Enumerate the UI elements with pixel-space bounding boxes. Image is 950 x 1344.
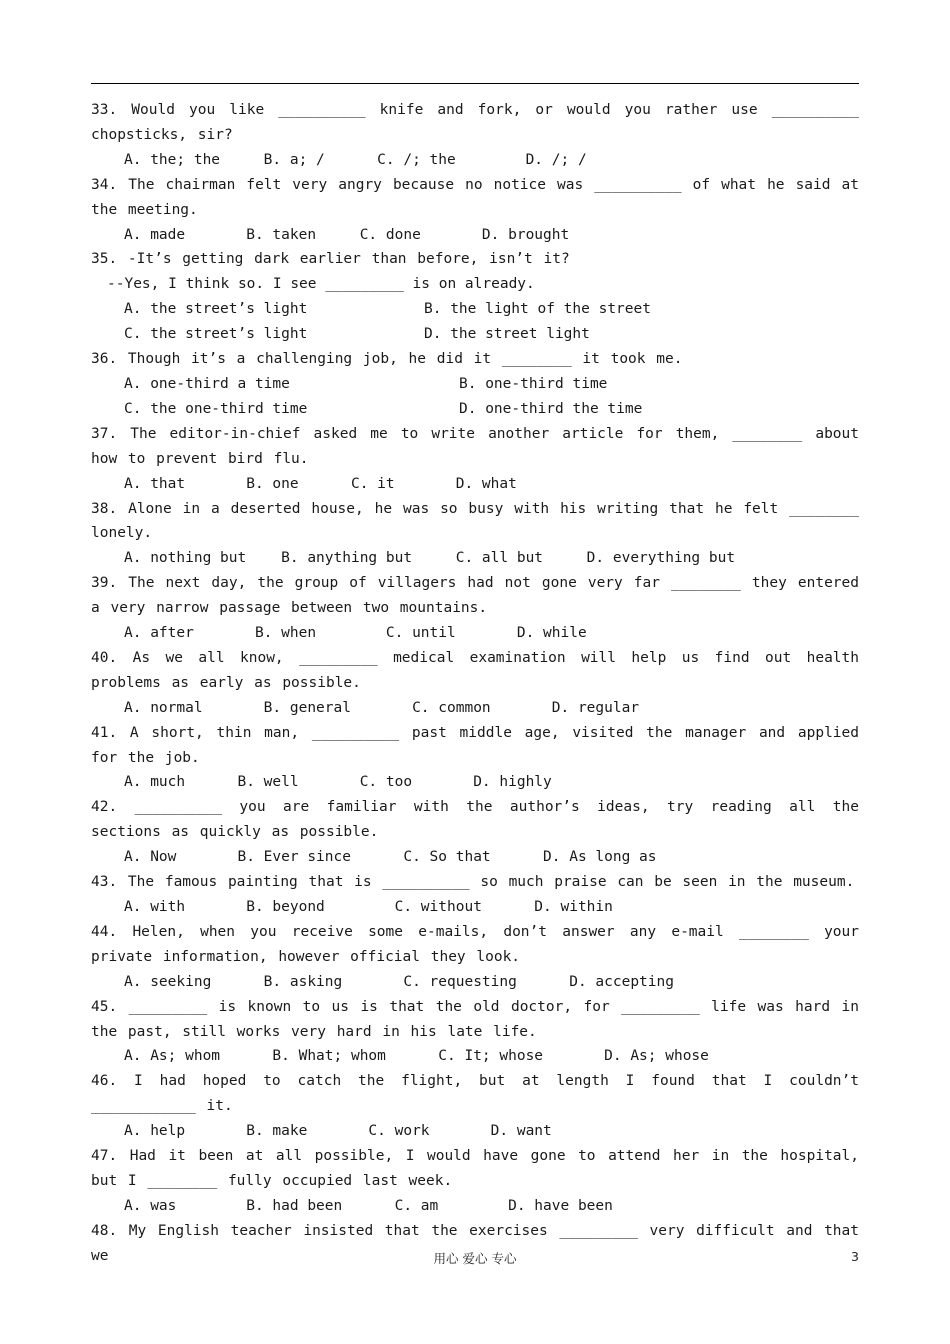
answer-options: A. seeking B. asking C. requesting D. accepting	[124, 973, 674, 990]
question-42	[91, 795, 859, 870]
question-text: 34. The chairman felt very angry because no notice was __________ of what he said at the meeting.	[91, 176, 859, 218]
question-text: 44. Helen, when you receive some e-mails, don’t answer any e-mail ________ your private information, however official they look.	[91, 923, 859, 965]
question-33	[91, 98, 859, 173]
option-c: C. the one-third time	[124, 400, 308, 417]
answer-options: A. As; whom B. What; whom C. It; whose D. As; whose	[124, 1048, 709, 1065]
question-47	[91, 1144, 859, 1219]
answer-options: A. normal B. general C. common D. regular	[124, 699, 640, 716]
answer-options-row	[124, 297, 859, 322]
header-rule	[91, 83, 859, 84]
answer-options-row	[124, 322, 859, 347]
question-45	[91, 995, 859, 1070]
question-41	[91, 721, 859, 796]
answer-options: A. that B. one C. it D. what	[124, 475, 517, 492]
option-d: D. one-third the time	[459, 400, 643, 417]
option-b: B. one-third time	[459, 375, 608, 392]
question-text: 39. The next day, the group of villagers had not gone very far ________ they entered a very narrow passage between two mountains.	[91, 575, 859, 617]
question-text: 46. I had hoped to catch the flight, but at length I found that I couldn’t ____________ it.	[91, 1073, 859, 1115]
dialog-reply: --Yes, I think so. I see _________ is on already.	[107, 276, 535, 293]
question-text: 47. Had it been at all possible, I would have gone to attend her in the hospital, but I ________ fully occupied last week.	[91, 1148, 859, 1189]
answer-options-row	[124, 372, 859, 397]
answer-options: A. much B. well C. too D. highly	[124, 774, 552, 791]
option-c: C. the street’s light	[124, 326, 308, 343]
question-34	[91, 173, 859, 248]
question-40	[91, 646, 859, 721]
question-44	[91, 920, 859, 995]
question-37	[91, 422, 859, 497]
option-a: A. the street’s light	[124, 301, 308, 318]
question-list	[91, 98, 859, 1269]
question-text: 48. My English teacher insisted that the exercises _________ very difficult and that we	[91, 1222, 859, 1264]
question-text: 42. __________ you are familiar with the author’s ideas, try reading all the sections as quickly as possible.	[91, 799, 859, 841]
answer-options: A. made B. taken C. done D. brought	[124, 226, 570, 243]
question-text: 33. Would you like __________ knife and fork, or would you rather use __________ chopsticks, sir?	[91, 102, 859, 143]
answer-options: A. the; the B. a; / C. /; the D. /; /	[124, 151, 587, 168]
question-text: 37. The editor-in-chief asked me to write another article for them, ________ about how to prevent bird flu.	[91, 425, 859, 467]
page-number: 3	[851, 1249, 859, 1264]
page-footer: 用心 爱心 专心	[433, 1251, 517, 1266]
answer-options: A. was B. had been C. am D. have been	[124, 1197, 613, 1214]
question-text: 35. -It’s getting dark earlier than before, isn’t it?	[91, 251, 570, 268]
question-text: 43. The famous painting that is __________ so much praise can be seen in the museum.	[91, 874, 855, 891]
question-text: 40. As we all know, _________ medical examination will help us find out health problems as early as possible.	[91, 649, 859, 691]
answer-options: A. after B. when C. until D. while	[124, 625, 587, 642]
answer-options: A. nothing but B. anything but C. all but D. everything but	[124, 550, 736, 567]
answer-options: A. help B. make C. work D. want	[124, 1123, 552, 1140]
question-35	[91, 247, 859, 347]
option-d: D. the street light	[424, 326, 590, 343]
answer-options: A. with B. beyond C. without D. within	[124, 899, 613, 915]
answer-options-row	[124, 397, 859, 422]
question-36	[91, 347, 859, 422]
question-text: 38. Alone in a deserted house, he was so busy with his writing that he felt ________ lonely.	[91, 500, 859, 542]
question-46	[91, 1069, 859, 1144]
question-38	[91, 497, 859, 572]
question-39	[91, 571, 859, 646]
option-b: B. the light of the street	[424, 301, 651, 318]
question-text: 36. Though it’s a challenging job, he did it ________ it took me.	[91, 351, 683, 368]
question-text: 41. A short, thin man, __________ past middle age, visited the manager and applied for the job.	[91, 724, 859, 766]
question-43	[91, 870, 859, 920]
answer-options: A. Now B. Ever since C. So that D. As long as	[124, 849, 657, 866]
question-text: 45. _________ is known to us is that the old doctor, for _________ life was hard in the past, still works very hard in his late life.	[91, 998, 859, 1040]
option-a: A. one-third a time	[124, 375, 290, 392]
